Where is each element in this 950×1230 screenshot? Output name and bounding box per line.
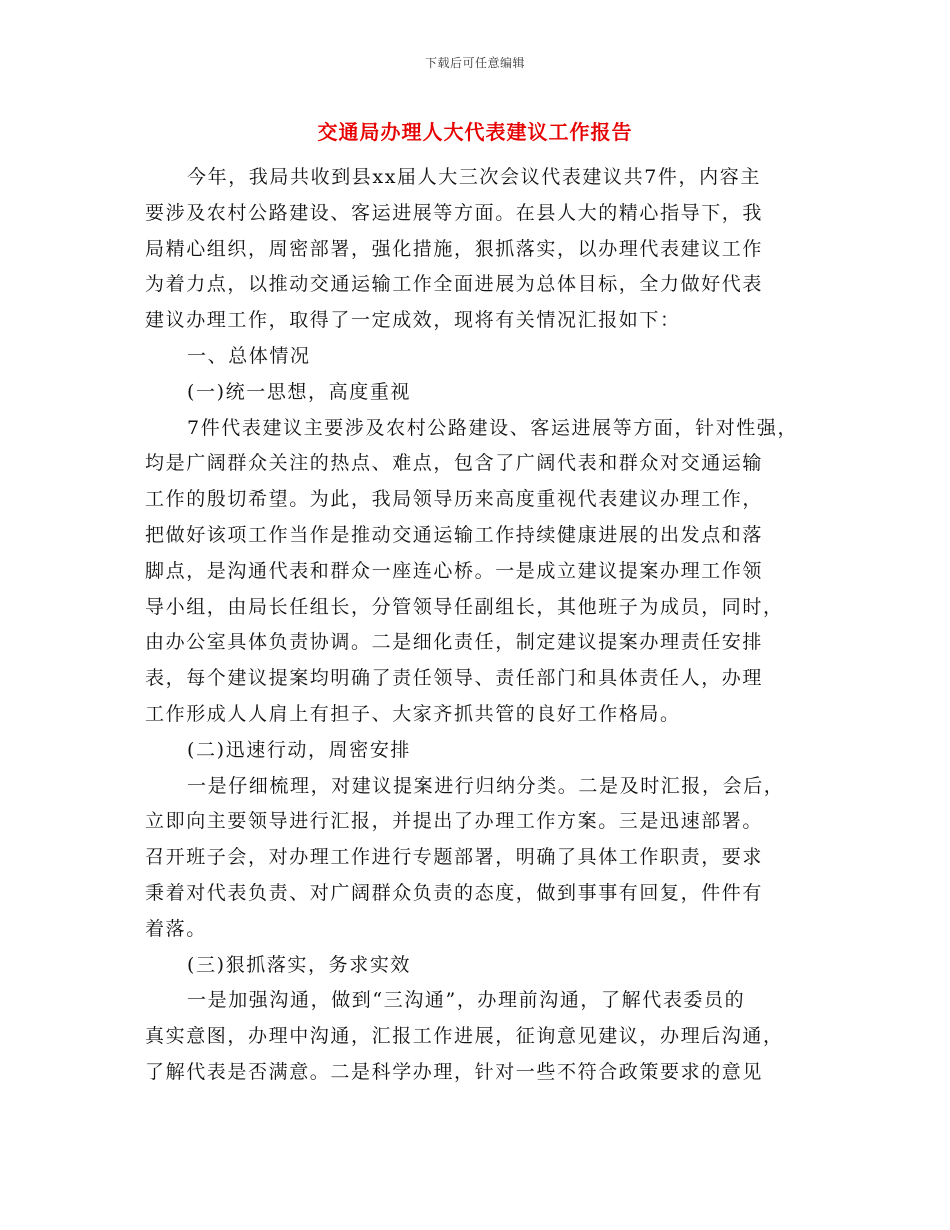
paragraph-line: 真实意图，办理中沟通，汇报工作进展，征询意见建议，办理后沟通， <box>145 1025 784 1048</box>
paragraph-line: 今年，我局共收到县xx届人大三次会议代表建议共7件，内容主 <box>187 166 761 188</box>
paragraph-line: 把做好该项工作当作是推动交通运输工作持续健康进展的出发点和落 <box>145 523 764 546</box>
paragraph-line: 工作形成人人肩上有担子、大家齐抓共管的良好工作格局。 <box>145 702 681 725</box>
paragraph-line: 导小组，由局长任组长，分管领导任副组长，其他班子为成员，同时， <box>145 595 784 618</box>
section-heading: (三)狠抓落实，务求实效 <box>187 953 412 976</box>
paragraph-line: 召开班子会，对办理工作进行专题部署，明确了具体工作职责，要求 <box>145 846 764 869</box>
section-heading: (二)迅速行动，周密安排 <box>187 738 412 761</box>
paragraph-line: 秉着对代表负责、对广阔群众负责的态度，做到事事有回复，件件有 <box>145 881 764 904</box>
section-heading: (一)统一思想，高度重视 <box>187 380 412 403</box>
document-body <box>145 160 835 1091</box>
paragraph-line: 表，每个建议提案均明确了责任领导、责任部门和具体责任人，办理 <box>145 667 764 690</box>
paragraph-line: 为着力点，以推动交通运输工作全面进展为总体目标，全力做好代表 <box>145 273 764 296</box>
paragraph-line: 工作的殷切希望。为此，我局领导历来高度重视代表建议办理工作， <box>145 488 764 511</box>
paragraph-line: 7件代表建议主要涉及农村公路建设、客运进展等方面，针对性强， <box>187 416 799 439</box>
paragraph-line: 要涉及农村公路建设、客运进展等方面。在县人大的精心指导下，我 <box>145 201 764 224</box>
page-header-note: 下载后可任意编辑 <box>424 56 525 70</box>
document-title: 交通局办理人大代表建议工作报告 <box>317 120 633 144</box>
paragraph-line: 由办公室具体负责协调。二是细化责任，制定建议提案办理责任安排 <box>145 631 764 654</box>
paragraph-line: 一是加强沟通，做到“三沟通”，办理前沟通，了解代表委员的 <box>187 989 746 1012</box>
paragraph-line: 局精心组织，周密部署，强化措施，狠抓落实，以办理代表建议工作 <box>145 237 764 260</box>
paragraph-line: 立即向主要领导进行汇报，并提出了办理工作方案。三是迅速部署。 <box>145 810 764 833</box>
paragraph-line: 脚点，是沟通代表和群众一座连心桥。一是成立建议提案办理工作领 <box>145 559 764 582</box>
section-heading: 一、总体情况 <box>187 344 311 367</box>
paragraph-line: 建议办理工作，取得了一定成效，现将有关情况汇报如下： <box>145 309 681 332</box>
paragraph-line: 了解代表是否满意。二是科学办理，针对一些不符合政策要求的意见 <box>145 1060 764 1083</box>
paragraph-line: 着落。 <box>145 917 207 940</box>
paragraph-line: 均是广阔群众关注的热点、难点，包含了广阔代表和群众对交通运输 <box>145 452 764 475</box>
paragraph-line: 一是仔细梳理，对建议提案进行归纳分类。二是及时汇报，会后， <box>187 774 785 797</box>
